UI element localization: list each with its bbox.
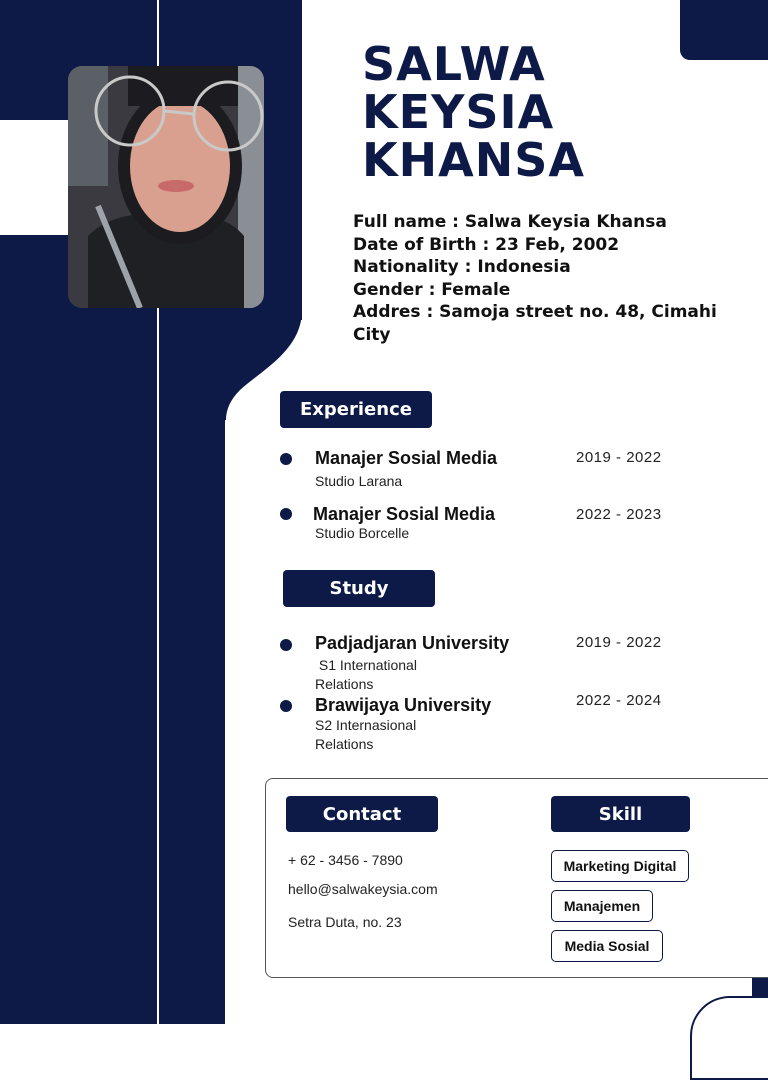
contact-heading: Contact	[286, 796, 438, 832]
experience-company: Studio Larana	[315, 473, 403, 489]
experience-title: Manajer Sosial Media	[315, 448, 498, 468]
name-line-1: SALWA	[362, 37, 546, 91]
info-date-of-birth: Date of Birth : 23 Feb, 2002	[353, 234, 620, 255]
experience-years: 2019 - 2022	[576, 449, 662, 466]
study-years: 2019 - 2022	[576, 634, 662, 651]
experience-company: Studio Borcelle	[315, 525, 410, 541]
study-degree-line: S1 International	[315, 657, 417, 673]
study-title: Brawijaya University	[315, 695, 492, 715]
white-side-block	[0, 120, 70, 235]
info-nationality: Nationality : Indonesia	[353, 257, 571, 277]
experience-years: 2022 - 2023	[576, 506, 662, 523]
study-degree	[315, 656, 417, 693]
personal-info	[353, 211, 763, 346]
name-line-2: KEYSIA	[362, 85, 555, 139]
skill-tag: Manajemen	[551, 890, 653, 922]
skill-tag: Marketing Digital	[551, 850, 689, 882]
bottom-right-arc	[690, 996, 768, 1080]
experience-heading: Experience	[280, 391, 432, 428]
info-address-cont: City	[353, 324, 391, 345]
contact-email: hello@salwakeysia.com	[288, 881, 438, 897]
name-heading	[362, 37, 585, 187]
study-degree-line: Relations	[315, 735, 374, 752]
info-address: Addres : Samoja street no. 48, Cimahi	[353, 302, 717, 322]
skill-tag: Media Sosial	[551, 930, 663, 962]
info-full-name: Full name : Salwa Keysia Khansa	[353, 212, 667, 232]
study-bullet	[280, 639, 292, 651]
study-years: 2022 - 2024	[576, 692, 662, 709]
contact-phone: + 62 - 3456 - 7890	[288, 852, 403, 868]
study-degree-line: Relations	[315, 675, 374, 692]
study-title: Padjadjaran University	[315, 633, 510, 653]
profile-photo-illustration	[68, 66, 264, 308]
study-degree	[315, 716, 416, 753]
study-degree-line: S2 Internasional	[315, 717, 417, 733]
experience-title: Manajer Sosial Media	[313, 504, 496, 524]
experience-bullet	[280, 508, 292, 520]
name-line-3: KHANSA	[362, 133, 585, 187]
contact-address: Setra Duta, no. 23	[288, 914, 402, 930]
skill-heading: Skill	[551, 796, 690, 832]
study-heading: Study	[283, 570, 435, 607]
study-bullet	[280, 700, 292, 712]
top-right-corner-block	[680, 0, 768, 60]
profile-photo	[68, 66, 264, 308]
experience-bullet	[280, 453, 292, 465]
info-gender: Gender : Female	[353, 279, 511, 300]
